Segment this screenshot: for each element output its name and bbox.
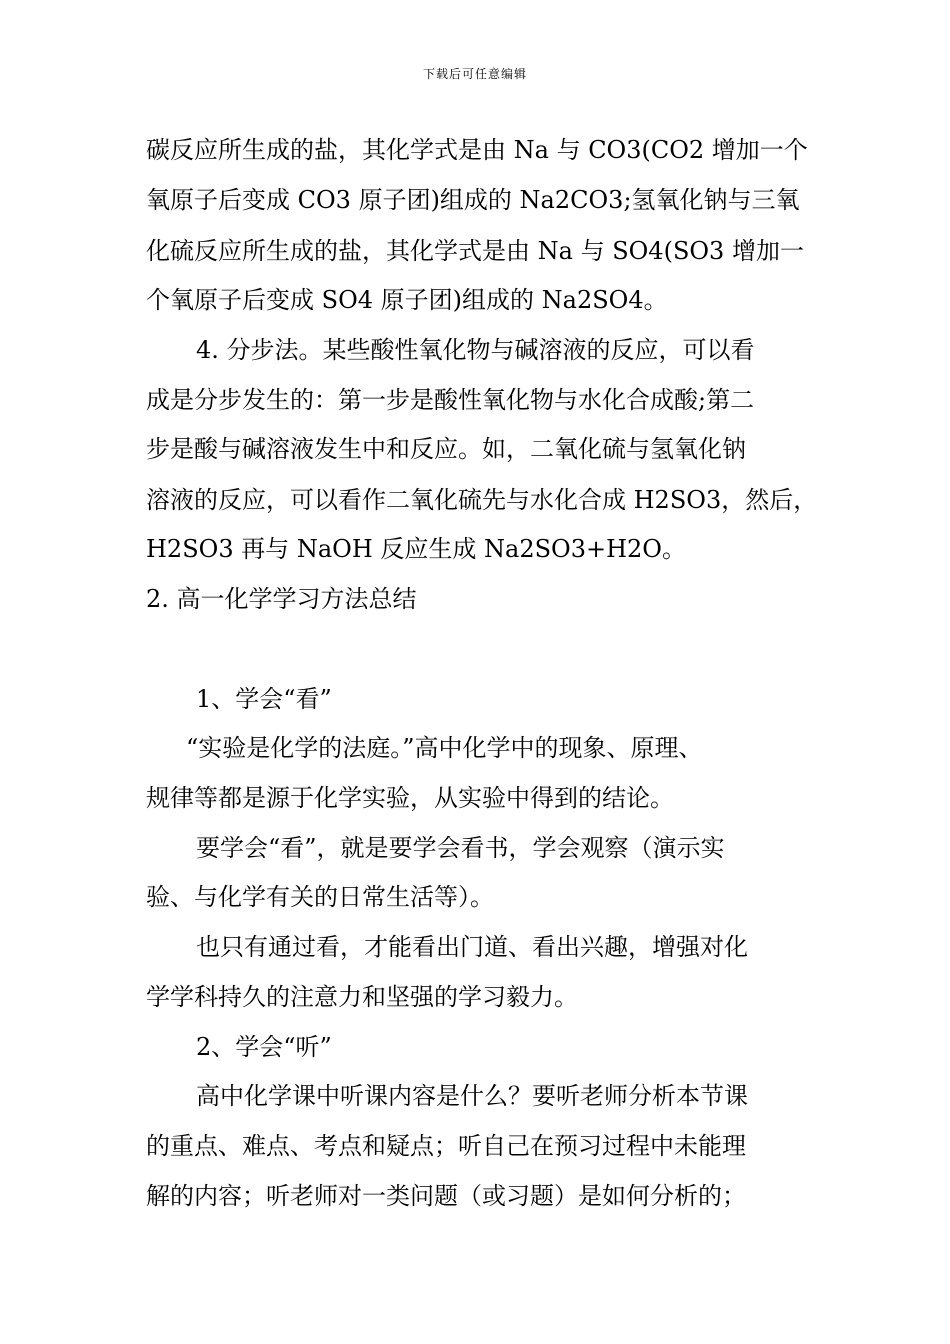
- subsection-heading: 2、学会“听”: [196, 1033, 332, 1061]
- page-header: 下载后可任意编辑: [422, 67, 527, 81]
- paragraph-line: 溶液的反应，可以看作二氧化硫先与水化合成 H2SO3，然后，: [146, 486, 818, 514]
- paragraph-line: 验、与化学有关的日常生活等）。: [146, 883, 494, 911]
- subsection-heading: 1、学会“看”: [196, 685, 332, 713]
- paragraph-line: 化硫反应所生成的盐，其化学式是由 Na 与 SO4(SO3 增加一: [146, 237, 804, 265]
- paragraph-line: 个氧原子后变成 SO4 原子团)组成的 Na2SO4。: [146, 286, 668, 314]
- paragraph-line: 步是酸与碱溶液发生中和反应。如，二氧化硫与氢氧化钠: [146, 435, 746, 463]
- paragraph-line: 碳反应所生成的盐，其化学式是由 Na 与 CO3(CO2 增加一个: [146, 136, 808, 164]
- paragraph-line: 也只有通过看，才能看出门道、看出兴趣，增强对化: [196, 933, 748, 961]
- paragraph-line: 4. 分步法。某些酸性氧化物与碱溶液的反应，可以看: [196, 336, 755, 364]
- paragraph-line: 规律等都是源于化学实验，从实验中得到的结论。: [146, 784, 674, 812]
- paragraph-line: 学学科持久的注意力和坚强的学习毅力。: [146, 983, 578, 1011]
- paragraph-line: 高中化学课中听课内容是什么？要听老师分析本节课: [196, 1082, 748, 1110]
- paragraph-line: 的重点、难点、考点和疑点；听自己在预习过程中未能理: [146, 1132, 746, 1160]
- paragraph-line: 要学会“看”，就是要学会看书，学会观察（演示实: [196, 834, 725, 862]
- paragraph-line: 解的内容；听老师对一类问题（或习题）是如何分析的；: [146, 1182, 746, 1210]
- paragraph-line: 成是分步发生的：第一步是酸性氧化物与水化合成酸;第二: [146, 386, 755, 414]
- section-heading: 2. 高一化学学习方法总结: [146, 585, 417, 613]
- paragraph-line: H2SO3 再与 NaOH 反应生成 Na2SO3+H2O。: [146, 535, 686, 563]
- paragraph-line: 氧原子后变成 CO3 原子团)组成的 Na2CO3;氢氧化钠与三氧: [146, 186, 800, 214]
- paragraph-line: “实验是化学的法庭。”高中化学中的现象、原理、: [186, 734, 703, 762]
